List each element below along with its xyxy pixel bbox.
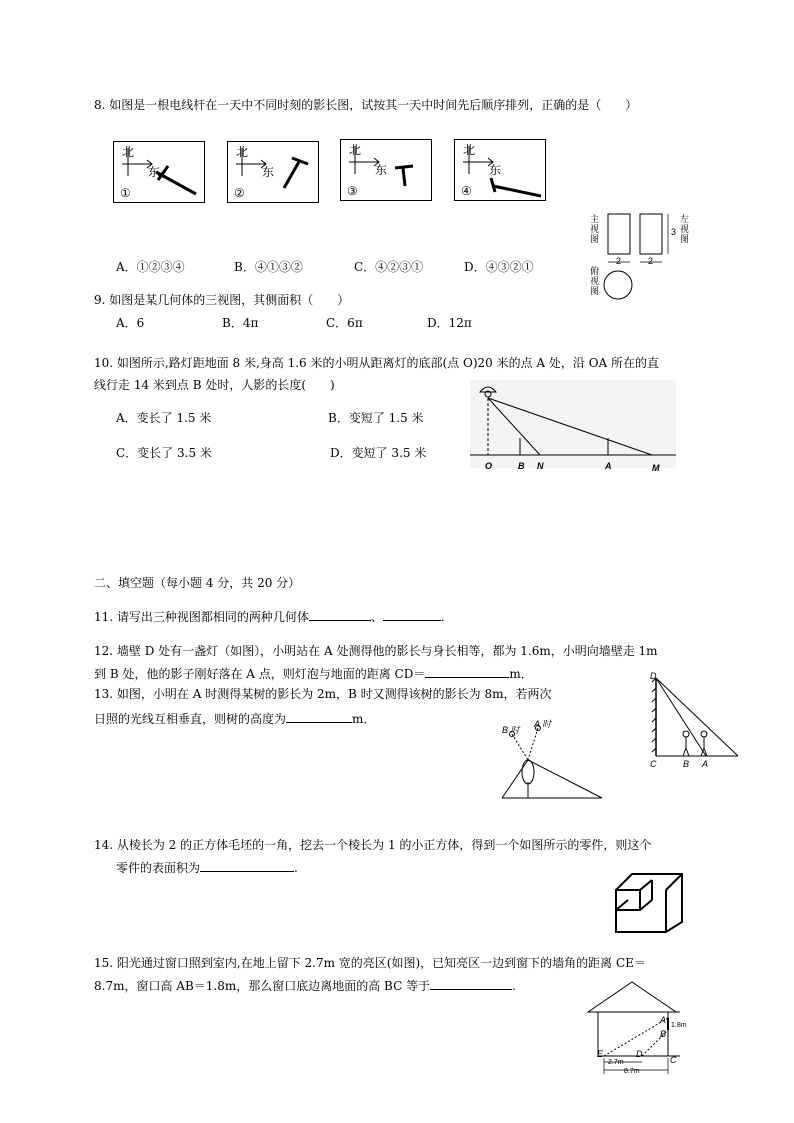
q12-text: 到 B 处，他的影子刚好落在 A 点，则灯泡与地面的距离 CD＝ <box>94 667 426 681</box>
panel-number: ③ <box>347 184 358 198</box>
north-label: 北 <box>463 143 476 157</box>
shadow-panel-2 <box>227 141 319 203</box>
unit: m． <box>352 712 376 726</box>
q9-option-a[interactable]: A．6 <box>116 316 145 330</box>
q12-line-1: 12. 墙壁 D 处有一盏灯（如图），小明站在 A 处测得他的影长与身长相等，都为 1.6m，小明向墙壁走 1m <box>94 644 658 658</box>
q11-text: 11. 请写出三种视图都相同的两种几何体 <box>94 610 309 624</box>
answer-blank[interactable] <box>200 859 294 872</box>
point-b-label: B <box>660 1029 667 1039</box>
answer-blank[interactable] <box>425 665 509 678</box>
q10-option-d[interactable]: D．变短了 3.5 米 <box>330 446 427 460</box>
shadow-panel-1 <box>113 141 205 203</box>
east-label: 东 <box>489 163 502 177</box>
separator: 、 <box>370 610 383 624</box>
ab-length-label: 1.8m <box>671 1022 687 1029</box>
width-label: 2 <box>616 256 622 266</box>
shadow-panel-4 <box>454 139 546 201</box>
q13-line-1: 13. 如图，小明在 A 时测得某树的影长为 2m，B 时又测得该树的影长为 8m，若两次 <box>94 687 552 701</box>
shadow-panel-3 <box>340 139 432 201</box>
panel-number: ④ <box>461 184 472 198</box>
q8-option-d[interactable]: D．④③②① <box>464 260 534 274</box>
ec-length-label: 8.7m <box>624 1068 640 1075</box>
q8-text: 8. 如图是一根电线杆在一天中不同时刻的影长图，试按其一天中时间先后顺序排列，正确的是（ ） <box>94 98 638 112</box>
top-view-label: 俯视图 <box>590 266 600 296</box>
q15-line-2 <box>94 977 516 994</box>
period: . <box>294 861 298 875</box>
east-label: 东 <box>262 165 275 179</box>
section-heading: 二、填空题（每小题 4 分，共 20 分） <box>94 576 301 590</box>
q9-option-d[interactable]: D．12π <box>427 316 472 330</box>
q9-option-c[interactable]: C．6π <box>326 316 363 330</box>
q10-line-2: 线行走 14 米到点 B 处时，人影的长度( ) <box>94 378 335 392</box>
point-n-label: N <box>537 461 544 471</box>
q10-option-c[interactable]: C．变长了 3.5 米 <box>116 446 212 460</box>
q8-option-a[interactable]: A．①②③④ <box>116 260 185 274</box>
q10-line-1: 10. 如图所示,路灯距地面 8 米,身高 1.6 米的小明从距离灯的底部(点 O)20 米的点 A 处，沿 OA 所在的直 <box>94 356 660 370</box>
north-label: 北 <box>122 145 135 159</box>
q10-option-a[interactable]: A．变长了 1.5 米 <box>116 411 212 425</box>
point-m-label: M <box>652 463 660 473</box>
point-a-label: A <box>702 759 709 769</box>
east-label: 东 <box>148 165 161 179</box>
point-d-label: D <box>636 1049 643 1059</box>
point-c-label: C <box>650 759 657 769</box>
answer-blank[interactable] <box>309 608 371 621</box>
height-label: 3 <box>671 227 677 237</box>
period: . <box>440 610 445 624</box>
point-d-label: D <box>650 671 657 681</box>
left-view-label: 左视图 <box>680 214 690 244</box>
period: . <box>512 979 516 993</box>
point-o-label: O <box>485 461 493 471</box>
point-c-label: C <box>670 1055 677 1065</box>
q10-option-b[interactable]: B．变短了 1.5 米 <box>328 411 424 425</box>
panel-number: ① <box>120 186 131 200</box>
point-e-label: E <box>597 1049 604 1059</box>
front-view-label: 主视图 <box>590 214 600 244</box>
answer-blank[interactable] <box>430 977 512 990</box>
q9-text: 9. 如图是某几何体的三视图，其侧面积（ ） <box>94 293 350 307</box>
q14-line-1: 14. 从棱长为 2 的正方体毛坯的一角，挖去一个棱长为 1 的小正方体，得到一个如图所示的零件，则这个 <box>94 838 652 852</box>
q9-option-b[interactable]: B．4π <box>222 316 259 330</box>
point-a-label: A <box>660 1015 667 1025</box>
point-b-label: B <box>518 461 525 471</box>
north-label: 北 <box>236 145 249 159</box>
q12-line-2 <box>94 665 533 682</box>
point-a-label: A <box>605 461 612 471</box>
q14-text: 零件的表面积为 <box>116 861 201 875</box>
q14-line-2 <box>116 859 298 876</box>
q15-line-1: 15. 阳光通过窗口照到室内,在地上留下 2.7m 宽的亮区(如图)，已知亮区一边到窗下的墙角的距离 CE＝ <box>94 956 646 970</box>
answer-blank[interactable] <box>383 608 441 621</box>
q8-option-c[interactable]: C．④②③① <box>354 260 424 274</box>
panel-number: ② <box>234 186 245 200</box>
a-time-label: A 时 <box>534 719 552 729</box>
ed-length-label: 2.7m <box>608 1059 624 1066</box>
unit: m． <box>509 667 533 681</box>
q11-line <box>94 608 445 625</box>
q13-text: 日照的光线互相垂直，则树的高度为 <box>94 712 287 726</box>
q13-line-2 <box>94 710 375 727</box>
answer-blank[interactable] <box>286 710 352 723</box>
q15-text: 8.7m，窗口高 AB＝1.8m，那么窗口底边离地面的高 BC 等于 <box>94 979 431 993</box>
b-time-label: B 时 <box>502 725 520 735</box>
width-label: 2 <box>648 256 654 266</box>
point-b-label: B <box>683 759 690 769</box>
north-label: 北 <box>349 143 362 157</box>
east-label: 东 <box>375 163 388 177</box>
q8-option-b[interactable]: B．④①③② <box>234 260 303 274</box>
